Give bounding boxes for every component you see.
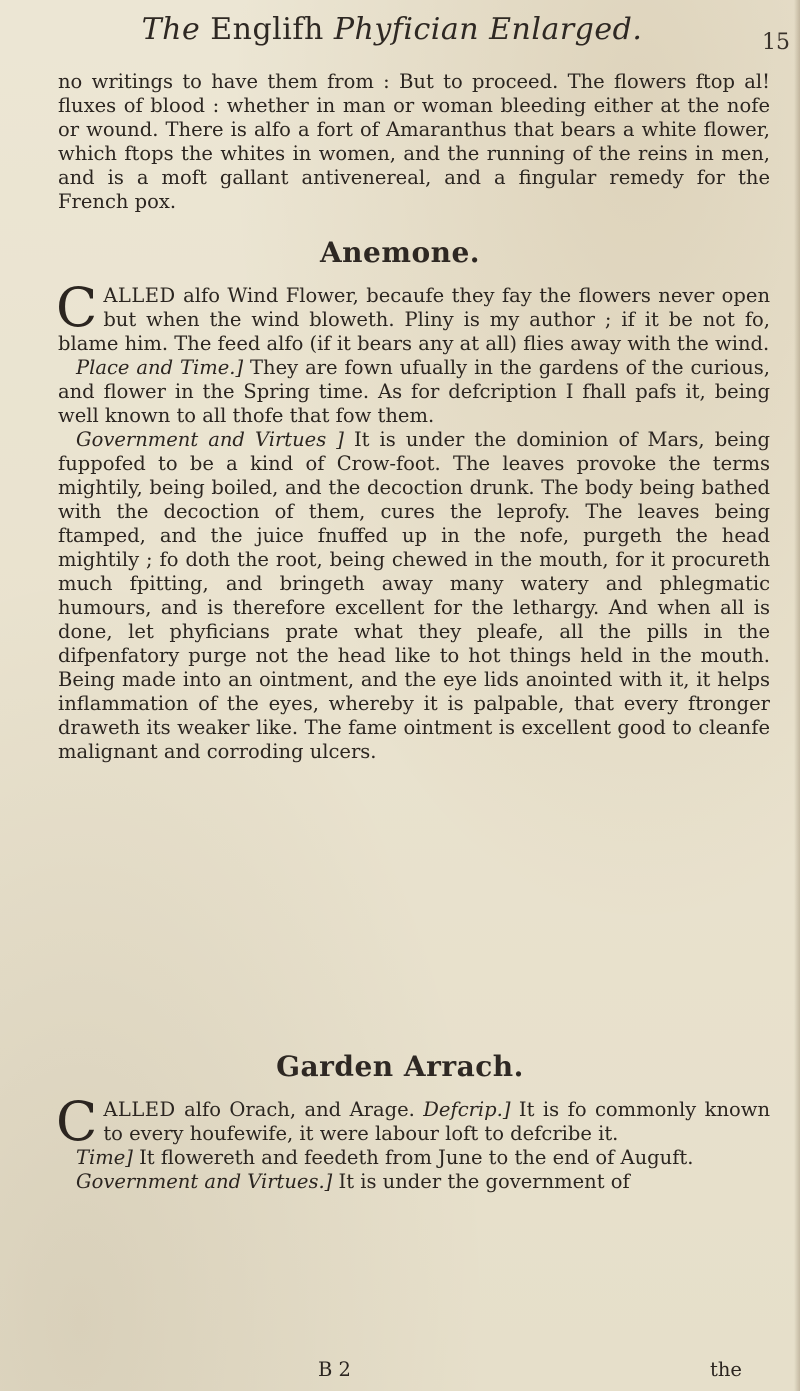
anemone-section — [56, 276, 770, 764]
running-head — [0, 12, 800, 62]
anemone-place-text: They are fown ufually in the gardens of the curious, and flower in the Spring time. As for defcription I fhall pafs it, being well known to all thofe that fow them. — [58, 356, 770, 427]
arrach-descr-text: It is fo commonly known to every houfewife, it were labour loft to defcribe it. — [103, 1098, 771, 1145]
arrach-intro-text: alfo Orach, and Arage. — [184, 1098, 415, 1121]
running-title — [112, 12, 672, 47]
arrach-government-paragraph — [58, 1170, 770, 1194]
anemone-intro-paragraph — [56, 276, 770, 356]
arrach-government-text: It is under the government of — [338, 1170, 630, 1193]
page-number: 15 — [762, 30, 790, 55]
anemone-place-label: Place and Time.] — [76, 356, 244, 379]
anemone-intro-text: alfo Wind Flower, becaufe they fay the flowers never open but when the wind bloweth. Pliny is my author ; if it be not fo, blame him. The feed alfo (if it bears any at all) flies away with the wind. — [58, 284, 770, 355]
arrach-dropcap: C — [56, 1090, 98, 1153]
arrach-intro-paragraph — [56, 1090, 771, 1153]
anemone-called: ALLED — [103, 284, 176, 307]
running-title-englifh: Englifh — [210, 12, 324, 47]
anemone-government-paragraph — [58, 428, 770, 764]
running-title-the: The — [141, 12, 201, 47]
arrach-called: ALLED — [103, 1098, 176, 1121]
anemone-government-label: Government and Virtues ] — [76, 428, 344, 451]
intro-text: no writings to have them from : But to proceed. The flowers ftop al! fluxes of blood : whether in man or woman bleeding either at the nofe or wound. There is alfo a fort of Amaranthus that bears a white flower, which ftops the whites in women, and the running of the reins in men, and is a moft gallant antivenereal, and a fingular remedy for the French pox. — [58, 70, 770, 213]
arrach-government-label: Government and Virtues.] — [76, 1170, 333, 1193]
garden-arrach-heading: Garden Arrach. — [276, 1050, 524, 1083]
anemone-heading: Anemone. — [319, 236, 481, 269]
anemone-dropcap: C — [56, 276, 98, 339]
anemone-place-paragraph — [58, 356, 770, 428]
arrach-time-label: Time] — [76, 1146, 133, 1169]
signature-mark: B 2 — [318, 1358, 351, 1381]
page-fold-shadow — [794, 0, 800, 1391]
catchword: the — [710, 1358, 742, 1381]
running-title-phyfician: Phyfician Enlarged. — [333, 12, 643, 47]
garden-arrach-section — [56, 1090, 771, 1194]
arrach-time-text: It flowereth and feedeth from June to the end of Auguft. — [139, 1146, 694, 1169]
page-foot — [0, 1358, 800, 1382]
intro-paragraph — [58, 70, 770, 214]
anemone-government-text: It is under the dominion of Mars, being fuppofed to be a kind of Crow-foot. The leaves provoke the terms mightily, being boiled, and the decoction drunk. The body being bathed with the decoction of them, cures the leprofy. The leaves being ftamped, and the juice fnuffed up in the nofe, purgeth the head mightily ; fo doth the root, being chewed in the mouth, for it procureth much fpitting, and bringeth away many watery and phlegmatic humours, and is therefore excellent for the lethargy. And when all is done, let phyficians prate what they pleafe, all the pills in the difpenfatory purge not the head like to hot things held in the mouth. Being made into an ointment, and the eye lids anointed with it, it helps inflammation of the eyes, whereby it is palpable, that every ftronger draweth its weaker like. The fame ointment is excellent good to cleanfe malignant and corroding ulcers. — [58, 428, 770, 763]
arrach-descr-label: Defcrip.] — [423, 1098, 511, 1121]
arrach-time-paragraph — [58, 1146, 770, 1170]
